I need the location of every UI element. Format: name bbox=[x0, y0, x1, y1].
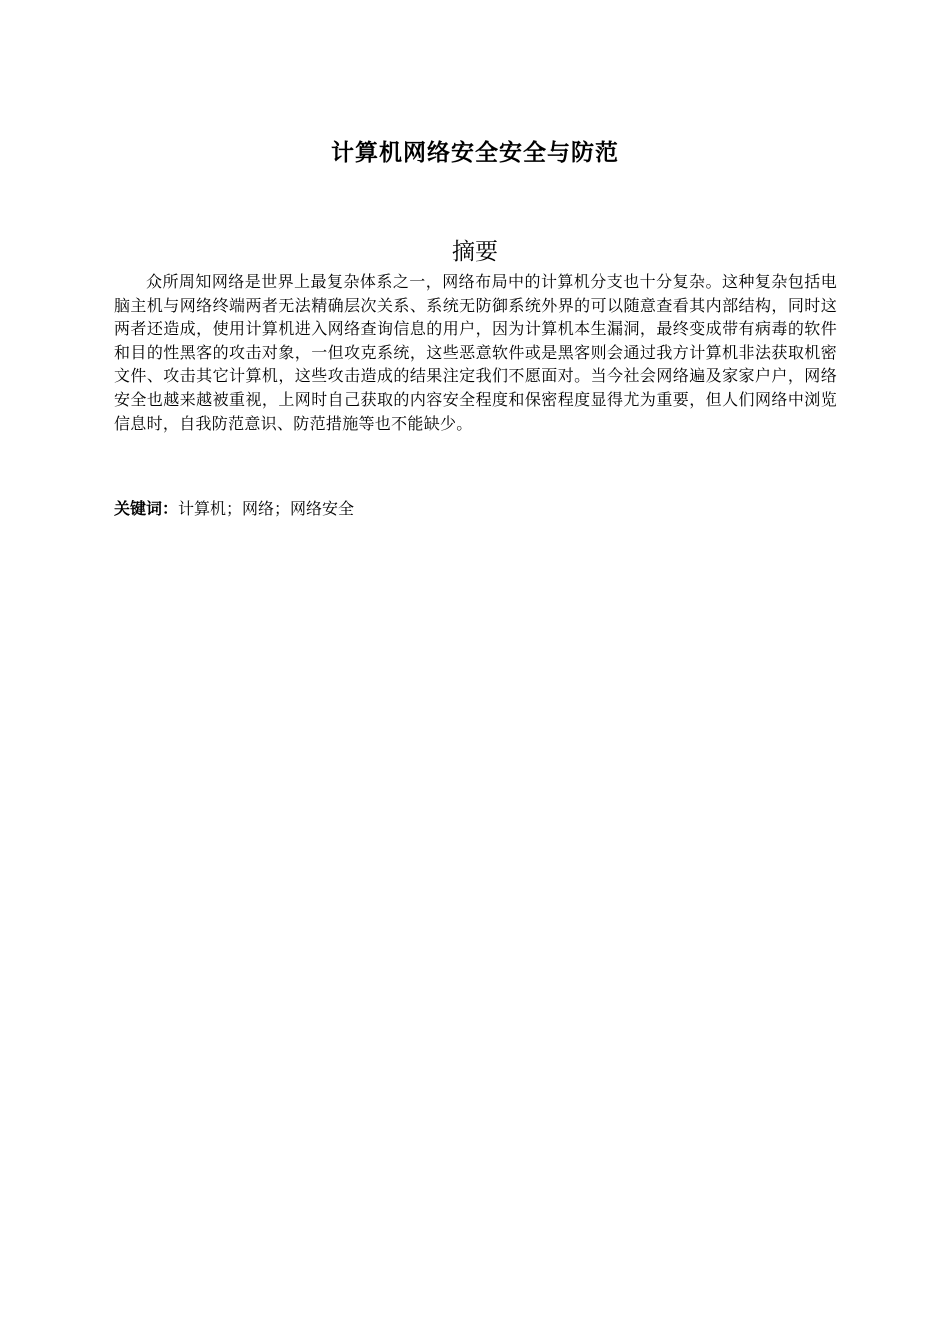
keywords-label: 关键词： bbox=[114, 499, 179, 518]
document-title: 计算机网络安全安全与防范 bbox=[331, 140, 619, 166]
abstract-heading: 摘要 bbox=[452, 239, 498, 265]
keywords-line bbox=[114, 498, 837, 520]
abstract-paragraph: 众所周知网络是世界上最复杂体系之一，网络布局中的计算机分支也十分复杂。这种复杂包括电脑主机与网络终端两者无法精确层次关系、系统无防御系统外界的可以随意查看其内部结构，同时这两者还造成，使用计算机进入网络查询信息的用户，因为计算机本生漏洞，最终变成带有病毒的软件和目的性黑客的攻击对象，一但攻克系统，这些恶意软件或是黑客则会通过我方计算机非法获取机密文件、攻击其它计算机，这些攻击造成的结果注定我们不愿面对。当今社会网络遍及家家户户，网络安全也越来越被重视，上网时自己获取的内容安全程度和保密程度显得尤为重要，但人们网络中浏览信息时，自我防范意识、防范措施等也不能缺少。 bbox=[114, 272, 837, 433]
keywords-value: 计算机；网络；网络安全 bbox=[178, 499, 355, 518]
